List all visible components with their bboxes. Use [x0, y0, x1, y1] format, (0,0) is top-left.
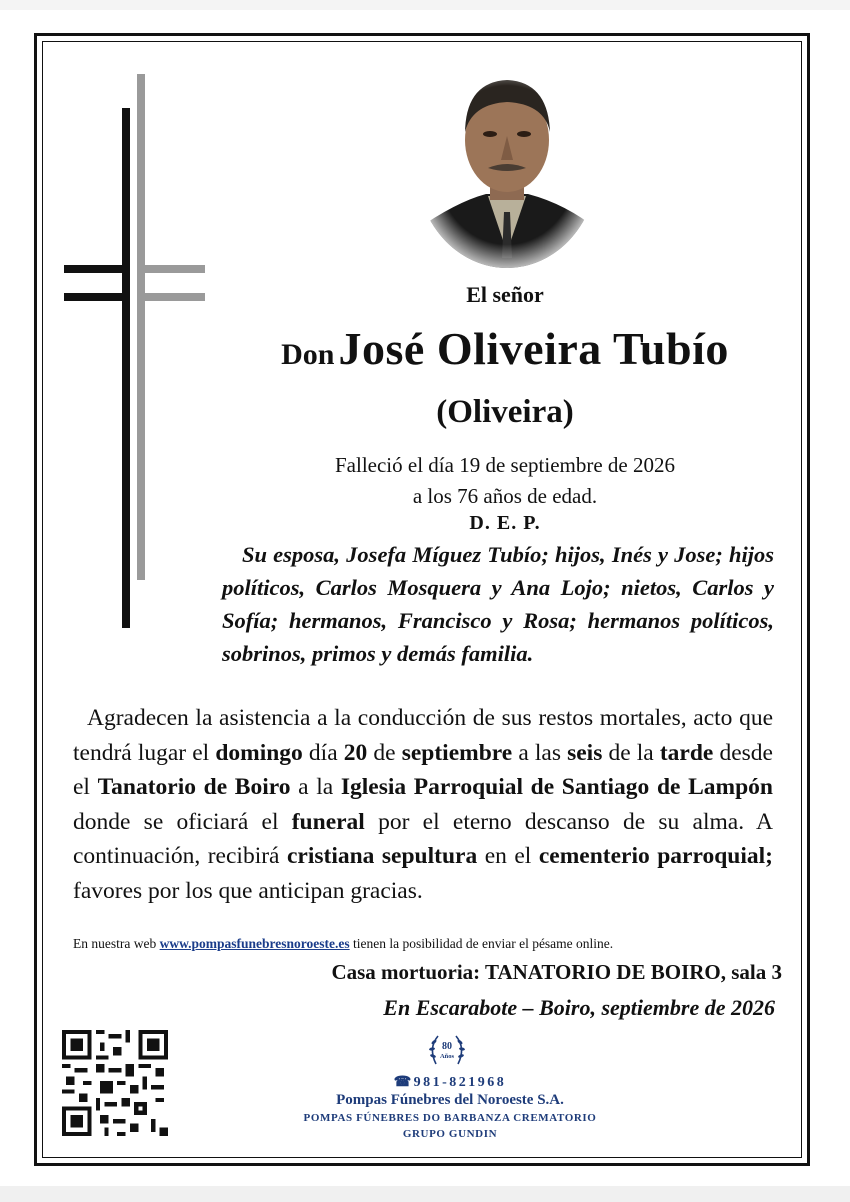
ceremony-text: por el eterno descanso de su alma. A continuación, recibirá — [73, 808, 773, 869]
ceremony-text: donde se oficiará el — [73, 808, 292, 835]
phone-line — [300, 1074, 600, 1091]
web-note-text: tienen la posibilidad de enviar el pésame online. — [349, 936, 614, 951]
ceremony-text: de la — [602, 739, 660, 766]
place-date: En Escarabote – Boiro, septiembre de 2026 — [383, 995, 775, 1020]
deceased-name: José Oliveira Tubío — [338, 323, 729, 374]
funeral-home: Casa mortuoria: TANATORIO DE BOIRO, sala 3 — [331, 960, 782, 984]
intro-text: El señor — [466, 282, 544, 307]
ceremony-bold: seis — [567, 739, 603, 766]
portrait-photo — [416, 62, 598, 268]
anniversary-laurel-icon — [424, 1030, 470, 1072]
ceremony-bold: tarde — [659, 739, 714, 766]
ceremony-text: día — [302, 739, 344, 766]
age: a los 76 años de edad. — [412, 484, 598, 508]
company-subtitle: POMPAS FÚNEBRES DO BARBANZA CREMATORIO — [303, 1112, 597, 1124]
death-date: Falleció el día 19 de septiembre de 2026 — [335, 453, 675, 477]
qr-code — [62, 1030, 168, 1136]
ceremony-text: en el — [477, 843, 539, 869]
ceremony-bold: Tanatorio de Boiro — [97, 774, 291, 800]
ceremony-text: Agradecen la asistencia a la conducción de sus restos mortales, acto que tendrá lugar el — [73, 705, 773, 766]
web-note — [73, 936, 773, 952]
ceremony-bold: domingo — [215, 739, 303, 766]
deceased-name-line — [210, 322, 800, 375]
top-strip — [0, 0, 850, 10]
anniversary-number: 80 — [442, 1041, 452, 1052]
anniversary-word: Años — [439, 1053, 455, 1060]
ceremony-text: favores por los que anticipan gracias. — [73, 877, 423, 904]
honorific: Don — [281, 338, 335, 371]
nickname: (Oliveira) — [436, 394, 574, 430]
ceremony-paragraph — [73, 701, 773, 908]
ceremony-bold: cementerio parroquial; — [538, 843, 773, 869]
ceremony-text: a las — [512, 739, 568, 766]
bottom-strip — [0, 1186, 850, 1202]
company-group: GRUPO GUNDIN — [402, 1128, 498, 1140]
family-text: Su esposa, Josefa Míguez Tubío; hijos, Inés y Jose; hijos políticos, Carlos Mosquera y Ana Lojo; nietos, Carlos y Sofía; hermanos, Francisco y Rosa; hermanos políticos, sobrinos, primos y demás familia. — [222, 542, 774, 666]
ceremony-text: de — [367, 739, 402, 766]
dep-text: D. E. P. — [469, 512, 541, 534]
phone-number: 981-821968 — [413, 1075, 507, 1090]
web-note-text: En nuestra web — [73, 936, 160, 951]
website-link[interactable]: www.pompasfunebresnoroeste.es — [159, 936, 350, 951]
ceremony-text: a la — [290, 774, 341, 800]
ceremony-bold: Iglesia Parroquial de Santiago de Lampón — [340, 774, 773, 800]
phone-icon: ☎ — [393, 1075, 414, 1090]
ceremony-bold: cristiana sepultura — [286, 843, 478, 869]
ceremony-text: desde el — [73, 739, 773, 800]
death-info — [210, 450, 800, 512]
cross-icon — [62, 74, 208, 630]
ceremony-bold: funeral — [291, 808, 365, 835]
company-name: Pompas Fúnebres del Noroeste S.A. — [336, 1092, 564, 1108]
family-list — [222, 538, 774, 670]
ceremony-bold: 20 — [343, 739, 368, 766]
ceremony-bold: septiembre — [401, 739, 513, 766]
